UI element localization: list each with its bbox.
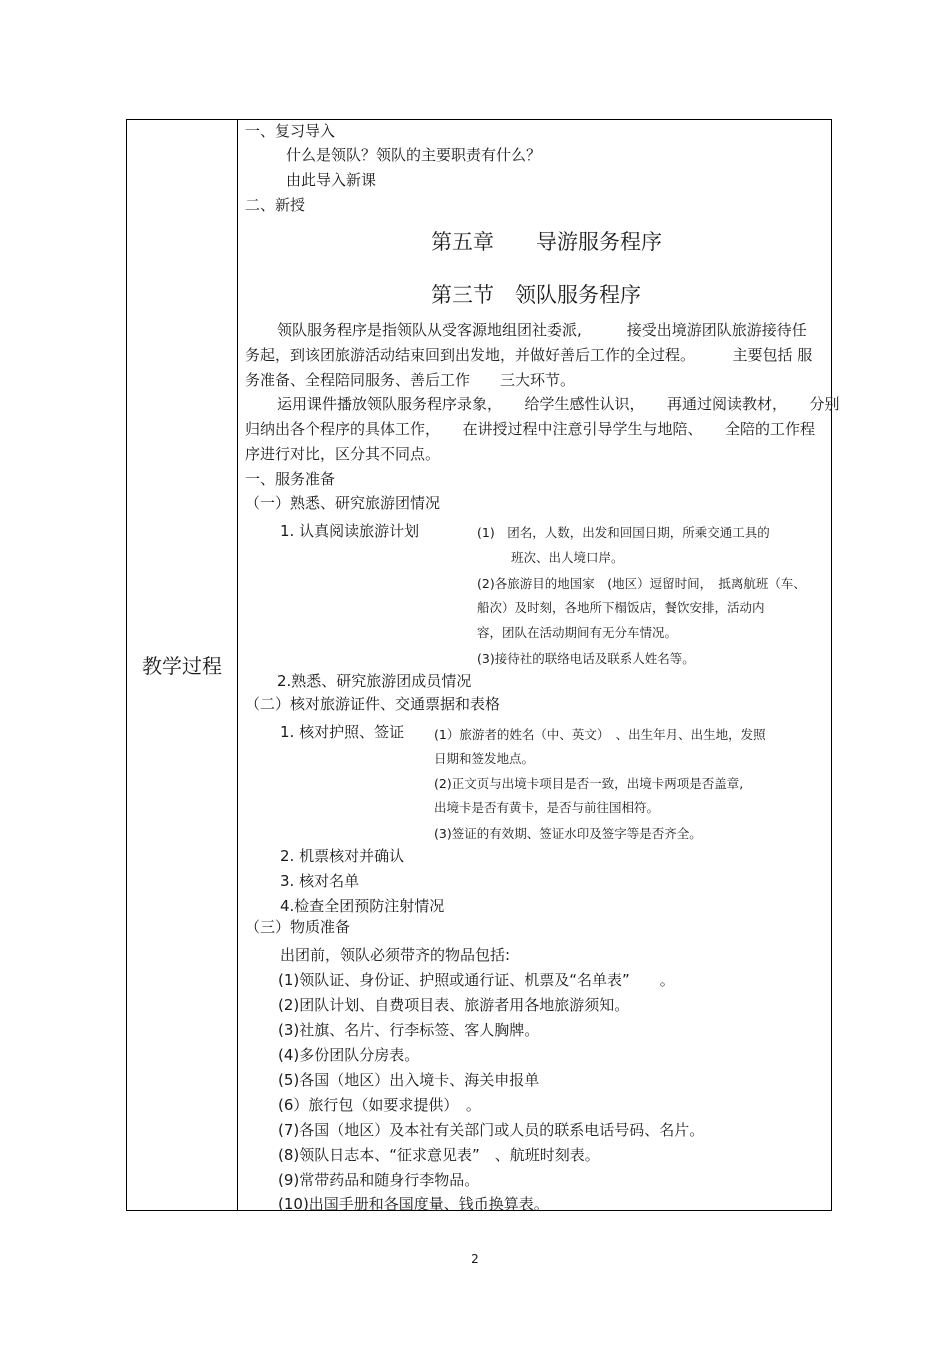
intro-line-6: 序进行对比，区分其不同点。 bbox=[245, 445, 441, 463]
passport-note: (1）旅游者的姓名（中、英文） 、出生年月、出生地，发照 bbox=[434, 727, 766, 742]
item-passport: 1. 核对护照、签证 bbox=[280, 723, 405, 741]
item-ticket: 2. 机票核对并确认 bbox=[280, 847, 405, 865]
material-item: (9)常带药品和随身行李物品。 bbox=[278, 1171, 480, 1189]
sub-heading-1: （一）熟悉、研究旅游团情况 bbox=[245, 494, 441, 512]
plan-note: 容，团队在活动期间有无分车情况。 bbox=[477, 625, 678, 640]
item-read-plan: 1. 认真阅读旅游计划 bbox=[280, 522, 420, 540]
passport-note: (2)正文页与出境卡项目是否一致，出境卡两项是否盖章, bbox=[434, 776, 744, 791]
chapter-title: 第五章 导游服务程序 bbox=[431, 230, 662, 254]
new-lesson-heading: 二、新授 bbox=[245, 196, 306, 214]
intro-line-3: 务准备、全程陪同服务、善后工作 三大环节。 bbox=[245, 371, 576, 389]
material-item: (2)团队计划、自费项目表、旅游者用各地旅游须知。 bbox=[278, 996, 630, 1014]
material-item: (8)领队日志本、“征求意见表” 、航班时刻表。 bbox=[278, 1146, 600, 1164]
material-item: (5)各国（地区）出入境卡、海关申报单 bbox=[278, 1071, 540, 1089]
material-item: (1)领队证、身份证、护照或通行证、机票及“名单表” 。 bbox=[278, 971, 675, 989]
plan-note: 班次、出人境口岸。 bbox=[511, 550, 624, 565]
material-item: (3)社旗、名片、行李标签、客人胸牌。 bbox=[278, 1021, 540, 1039]
intro-line-4: 运用课件播放领队服务程序录象， 给学生感性认识， 再通过阅读教材， 分别 bbox=[277, 395, 840, 413]
item-vaccination: 4.检查全团预防注射情况 bbox=[280, 897, 445, 915]
intro-line-5: 归纳出各个程序的具体工作， 在讲授过程中注意引导学生与地陪、 全陪的工作程 bbox=[245, 420, 816, 438]
part1-heading: 一、服务准备 bbox=[245, 470, 336, 488]
side-label: 教学过程 bbox=[142, 654, 222, 678]
item-namelist: 3. 核对名单 bbox=[280, 872, 360, 890]
sub-heading-2: （二）核对旅游证件、交通票据和表格 bbox=[245, 695, 501, 713]
passport-note: 日期和签发地点。 bbox=[434, 751, 535, 766]
review-lead: 由此导入新课 bbox=[286, 171, 377, 189]
plan-note: (1) 团名，人数，出发和回国日期，所乘交通工具的 bbox=[477, 525, 770, 540]
item-members: 2.熟悉、研究旅游团成员情况 bbox=[277, 672, 472, 690]
column-divider bbox=[237, 120, 238, 1210]
plan-note: (2)各旅游目的地国家 (地区）逗留时间， 抵离航班（车、 bbox=[477, 576, 806, 591]
material-item: (4)多份团队分房表。 bbox=[278, 1046, 420, 1064]
material-intro: 出团前，领队必须带齐的物品包括: bbox=[280, 946, 511, 964]
intro-line-1: 领队服务程序是指领队从受客源地组团社委派, 接受出境游团队旅游接待任 bbox=[277, 321, 807, 339]
sub-heading-3: （三）物质准备 bbox=[245, 918, 351, 936]
review-heading: 一、复习导入 bbox=[245, 122, 336, 140]
plan-note: 船次）及时刻，各地所下榻饭店，餐饮安排，活动内 bbox=[477, 600, 765, 615]
material-item: (7)各国（地区）及本社有关部门或人员的联系电话号码、名片。 bbox=[278, 1121, 705, 1139]
section-title: 第三节 领队服务程序 bbox=[431, 283, 641, 307]
material-item: (10)出国手册和各国度量、钱币换算表。 bbox=[278, 1195, 549, 1213]
page-number: 2 bbox=[471, 1252, 479, 1266]
passport-note: (3)签证的有效期、签证水印及签字等是否齐全。 bbox=[434, 826, 702, 841]
plan-note: (3)接待社的联络电话及联系人姓名等。 bbox=[477, 651, 695, 666]
passport-note: 出境卡是否有黄卡，是否与前往国相符。 bbox=[434, 800, 660, 815]
review-question: 什么是领队？领队的主要职责有什么？ bbox=[286, 146, 542, 164]
material-item: (6）旅行包（如要求提供） 。 bbox=[278, 1096, 481, 1114]
intro-line-2: 务起，到该团旅游活动结束回到出发地，并做好善后工作的全过程。 主要包括 服 bbox=[245, 346, 813, 364]
